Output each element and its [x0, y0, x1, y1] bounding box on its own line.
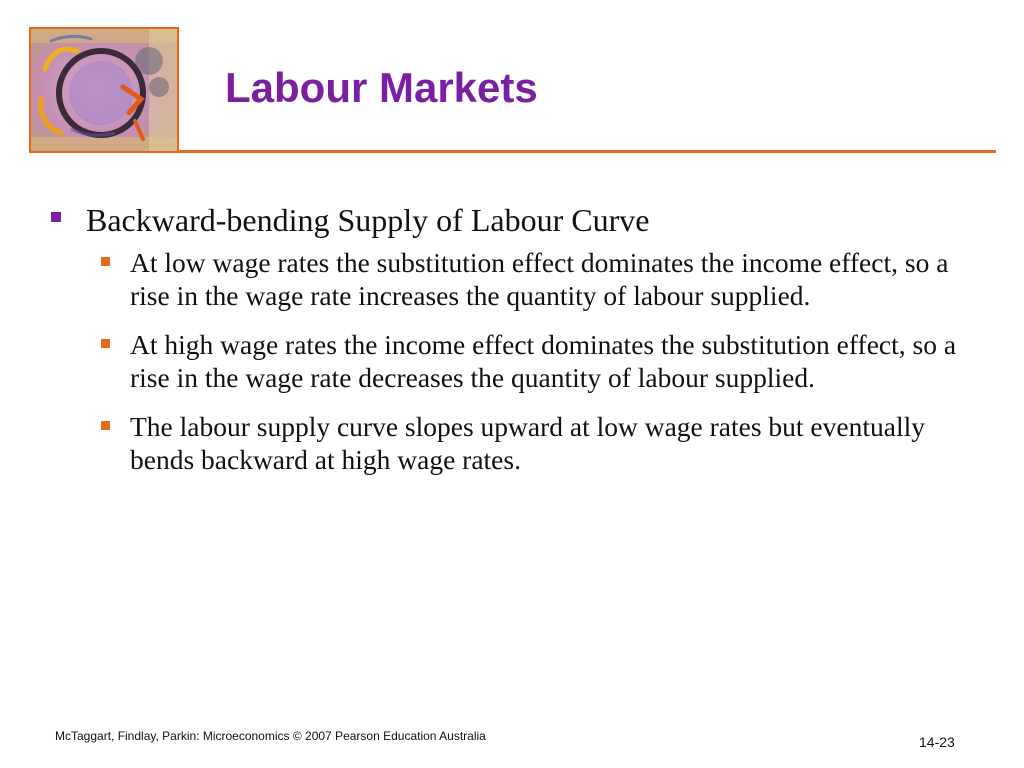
sub-bullet-list: [48, 246, 988, 476]
slide-number: 14-23: [919, 734, 955, 750]
square-bullet-icon: [51, 212, 61, 222]
bullet-list: [48, 200, 988, 492]
slide-title: Labour Markets: [225, 64, 538, 111]
logo-artwork: [29, 27, 179, 153]
bullet-level1-item: [48, 200, 988, 240]
bullet-level1-text: Backward-bending Supply of Labour Curve: [86, 202, 650, 238]
bullet-level2-item: [86, 246, 988, 312]
square-bullet-icon: [101, 421, 110, 430]
abstract-circle-artwork-icon: [31, 29, 177, 151]
square-bullet-icon: [101, 339, 110, 348]
bullet-level2-text: At high wage rates the income effect dominates the substitution effect, so a rise in the wage rate decreases the quantity of labour supplied.: [130, 329, 957, 393]
bullet-level2-text: At low wage rates the substitution effect dominates the income effect, so a rise in the wage rate increases the quantity of labour supplied.: [130, 247, 949, 311]
square-bullet-icon: [101, 257, 110, 266]
bullet-level2-text: The labour supply curve slopes upward at low wage rates but eventually bends backward at high wage rates.: [130, 411, 925, 475]
bullet-level2-item: [86, 410, 988, 476]
title-divider: [178, 150, 996, 153]
footer-citation: McTaggart, Findlay, Parkin: Microeconomics © 2007 Pearson Education Australia: [55, 729, 486, 743]
bullet-level2-item: [86, 328, 988, 394]
